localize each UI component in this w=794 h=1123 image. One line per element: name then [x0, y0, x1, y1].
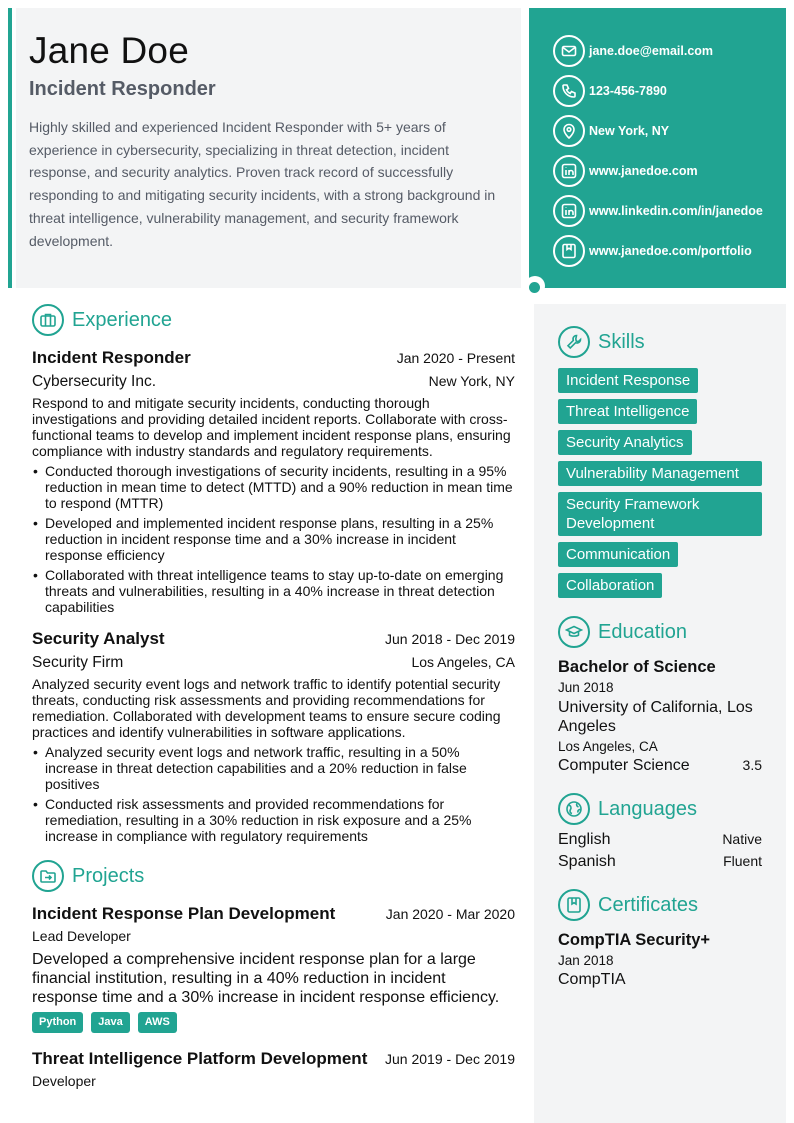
briefcase-icon [32, 304, 64, 336]
achievement-item: • Analyzed security event logs and network traffic, resulting in a 50% increase in threat detection capabilities and a 20% reduction in false positives [32, 744, 515, 792]
job-title: Security Analyst [32, 629, 165, 648]
tech-tag: AWS [138, 1012, 177, 1033]
certificate-name: CompTIA Security+ [558, 931, 711, 949]
job-achievements [32, 744, 515, 844]
experience-heading [32, 304, 515, 336]
project-dates: Jun 2019 - Dec 2019 [385, 1051, 515, 1067]
job-location: Los Angeles, CA [411, 654, 515, 670]
portfolio-icon [553, 235, 585, 267]
certificates-title: Certificates [598, 893, 699, 916]
skill-tag: Vulnerability Management [558, 461, 762, 486]
job-company: Cybersecurity Inc. [32, 373, 157, 390]
project-role: Lead Developer [32, 928, 131, 944]
skill-tag: Incident Response [558, 368, 698, 393]
education-location: Los Angeles, CA [558, 739, 658, 754]
project-title: Threat Intelligence Platform Development [32, 1049, 368, 1068]
linkedin-icon [553, 195, 585, 227]
achievement-item: • Conducted risk assessments and provided recommendations for remediation, resulting in a 30% reduction in risk exposure and a 25% increase in compliance with regulatory requirements [32, 796, 515, 844]
header-summary-panel [16, 8, 521, 288]
contact-email-text: jane.doe@email.com [589, 44, 714, 58]
education-heading [558, 616, 762, 648]
contact-website-text: www.janedoe.com [589, 164, 698, 178]
experience-item [32, 629, 515, 844]
certificate-issuer: CompTIA [558, 971, 626, 988]
languages-title: Languages [598, 797, 697, 820]
projects-heading [32, 860, 515, 892]
job-company: Security Firm [32, 654, 124, 671]
job-location: New York, NY [428, 373, 515, 389]
education-school: University of California, Los Angeles [558, 699, 753, 735]
education-gpa: 3.5 [742, 757, 762, 773]
skill-tag: Security Framework Development [558, 492, 762, 536]
main-column [32, 304, 515, 1089]
project-dates: Jan 2020 - Mar 2020 [385, 906, 515, 922]
experience-item [32, 348, 515, 615]
achievement-item: • Developed and implemented incident response plans, resulting in a 25% reduction in incident response time and a 30% increase in incident response efficiency [32, 515, 515, 563]
skills-heading [558, 326, 762, 358]
skill-tag: Security Analytics [558, 430, 692, 455]
email-icon [553, 35, 585, 67]
certificates-heading [558, 889, 762, 921]
phone-icon [553, 75, 585, 107]
skills-list [558, 368, 762, 598]
sidebar [534, 304, 786, 1123]
language-name: English [558, 831, 611, 848]
contact-panel [529, 8, 786, 288]
header-accent-bar [8, 8, 12, 288]
contact-location-text: New York, NY [589, 124, 670, 138]
wrench-icon [558, 326, 590, 358]
job-title: Incident Responder [32, 348, 191, 367]
education-degree: Bachelor of Science [558, 658, 716, 676]
language-name: Spanish [558, 853, 616, 870]
skill-tag: Communication [558, 542, 678, 567]
project-item [32, 904, 515, 1033]
folder-icon [32, 860, 64, 892]
job-dates: Jun 2018 - Dec 2019 [385, 631, 515, 647]
language-level: Fluent [723, 853, 762, 869]
candidate-role: Incident Responder [29, 78, 216, 100]
education-title: Education [598, 620, 687, 643]
skills-title: Skills [598, 330, 645, 353]
tech-tag: Python [32, 1012, 83, 1033]
project-role: Developer [32, 1073, 96, 1089]
languages-heading [558, 793, 762, 825]
contact-email[interactable] [553, 31, 786, 71]
contact-linkedin-text: www.linkedin.com/in/janedoe [589, 204, 763, 218]
certificate-icon [558, 889, 590, 921]
candidate-name: Jane Doe [29, 30, 189, 71]
linkedin-icon [553, 155, 585, 187]
project-description: Developed a comprehensive incident response plan for a large financial institution, resulting in a 40% reduction in incident response time and a 30% increase in incident response efficiency. [32, 951, 500, 1006]
profile-summary: Highly skilled and experienced Incident Responder with 5+ years of experience in cybersecurity, specializing in threat detection, incident response, and security analytics. Proven track record of successfully responding to and mitigating security incidents, with a strong background in threat intelligence, vulnerability management, and security framework development. [29, 119, 496, 249]
skill-tag: Collaboration [558, 573, 662, 598]
job-achievements [32, 463, 515, 615]
job-description: Respond to and mitigate security incidents, conducting thorough investigations and providing detailed incident reports. Collaborate with cross-functional teams to develop and implement incident response plans, ensuring compliance with industry standards and regulatory requirements. [32, 395, 511, 459]
projects-title: Projects [72, 864, 145, 887]
education-date: Jun 2018 [558, 680, 614, 695]
tech-tag: Java [91, 1012, 129, 1033]
language-level: Native [722, 831, 762, 847]
project-item [32, 1049, 515, 1089]
contact-website[interactable] [553, 151, 786, 191]
certificate-date: Jan 2018 [558, 953, 614, 968]
experience-title: Experience [72, 308, 173, 331]
language-item [558, 853, 762, 871]
contact-portfolio-text: www.janedoe.com/portfolio [589, 244, 752, 258]
contact-portfolio[interactable] [553, 231, 786, 271]
achievement-item: • Conducted thorough investigations of security incidents, resulting in a 95% reduction in mean time to detect (MTTD) and a 90% reduction in mean time to respond (MTTR) [32, 463, 515, 511]
language-item [558, 831, 762, 849]
globe-icon [558, 793, 590, 825]
job-dates: Jan 2020 - Present [396, 350, 515, 366]
location-pin-icon [553, 115, 585, 147]
contact-location [553, 111, 786, 151]
skill-tag: Threat Intelligence [558, 399, 697, 424]
project-title: Incident Response Plan Development [32, 904, 336, 923]
education-field: Computer Science [558, 757, 690, 774]
graduation-cap-icon [558, 616, 590, 648]
contact-phone-text: 123-456-7890 [589, 84, 667, 98]
header-connector-dot [529, 282, 540, 293]
project-tags [32, 1012, 515, 1033]
achievement-item: • Collaborated with threat intelligence teams to stay up-to-date on emerging threats and vulnerabilities, resulting in a 40% increase in threat detection capabilities [32, 567, 515, 615]
contact-phone[interactable] [553, 71, 786, 111]
contact-linkedin[interactable] [553, 191, 786, 231]
job-description: Analyzed security event logs and network traffic to identify potential security threats, conducting risk assessments and providing recommendations for remediation. Collaborated with development teams to ensure secure coding practices and identify vulnerabilities in software applications. [32, 676, 501, 740]
